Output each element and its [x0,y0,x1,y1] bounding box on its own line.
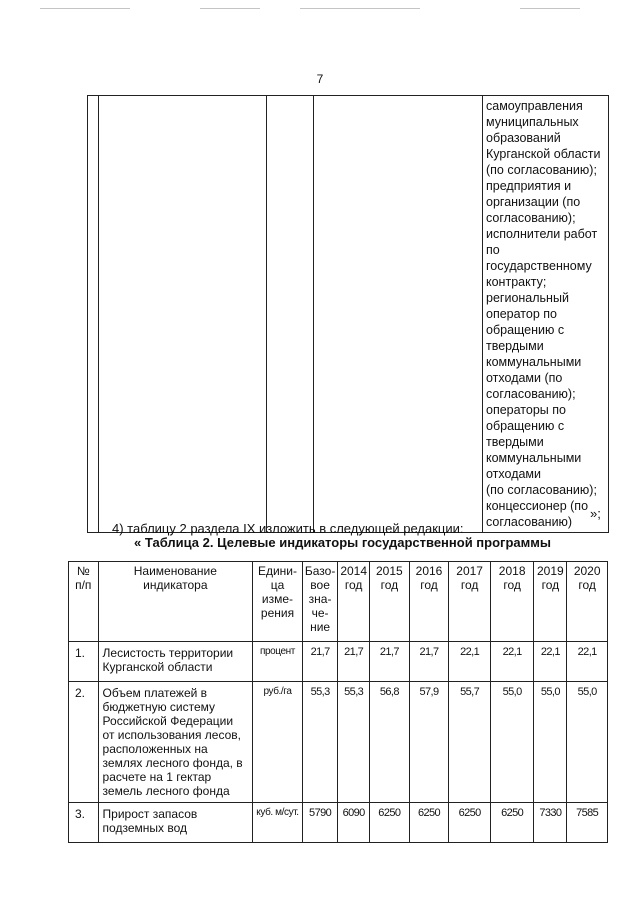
cell-line: государственному [486,259,592,273]
row-value: 6250 [370,803,410,843]
row-base: 55,3 [302,682,337,803]
table-row [69,642,608,682]
cell-line: операторы по [486,403,566,417]
cell-line: Курганской области [486,147,601,161]
row-value: 55,0 [490,682,533,803]
header-year: 2020 год [567,562,608,642]
row-value: 55,3 [338,682,370,803]
header-row [69,562,608,642]
cell-line: обращению с [486,323,565,337]
row-name: Лесистость территории Курганской области [98,642,253,682]
header-year: 2014 год [338,562,370,642]
cell-line: исполнители работ [486,227,598,241]
cell-line: коммунальными [486,451,582,465]
header-unit: Едини-ца изме-рения [253,562,303,642]
cell-line: согласованию); [486,387,576,401]
row-value: 7585 [567,803,608,843]
row-value: 22,1 [449,642,491,682]
header-year: 2019 год [534,562,567,642]
cell-line: концессионер (по [486,499,589,513]
row-value: 21,7 [338,642,370,682]
row-unit: куб. м/сут. [253,803,303,843]
continued-table [87,95,609,533]
table-row [69,682,608,803]
cell-line: муниципальных [486,115,579,129]
row-value: 7330 [534,803,567,843]
row-value: 56,8 [370,682,410,803]
header-year: 2016 год [409,562,449,642]
header-year: 2015 год [370,562,410,642]
cell-line: образований [486,131,561,145]
row-name: Прирост запасов подземных вод [98,803,253,843]
responsible-parties-cell [483,96,609,533]
table-caption: « Таблица 2. Целевые индикаторы государственной программы [134,535,551,550]
row-value: 22,1 [567,642,608,682]
row-value: 6250 [409,803,449,843]
cell-line: предприятия и [486,179,572,193]
row-value: 22,1 [534,642,567,682]
row-value: 22,1 [490,642,533,682]
cell-line: самоуправления [486,99,583,113]
row-num: 1. [69,642,99,682]
cell-line: организации (по [486,195,581,209]
row-unit: процент [253,642,303,682]
row-value: 21,7 [370,642,410,682]
row-value: 55,0 [534,682,567,803]
closing-quote-mark: »; [590,506,601,521]
cell-line: отходами (по [486,371,563,385]
cell-line: отходами [486,467,542,481]
row-unit: руб./га [253,682,303,803]
amendment-intro-text: 4) таблицу 2 раздела IX изложить в следующей редакции: [112,521,464,536]
row-value: 6250 [449,803,491,843]
row-value: 6250 [490,803,533,843]
table-cell [267,96,314,533]
table-cell [88,96,99,533]
table-cell [99,96,267,533]
row-num: 2. [69,682,99,803]
cell-line: согласованию); [486,211,576,225]
cell-line: оператор по [486,307,557,321]
indicators-table [68,561,608,843]
cell-line: согласованию) [486,515,573,529]
cell-line: (по согласованию); [486,483,597,497]
cell-line: региональный [486,291,569,305]
page-number: 7 [316,72,324,86]
table-row [69,803,608,843]
row-num: 3. [69,803,99,843]
row-base: 21,7 [302,642,337,682]
cell-line: твердыми [486,339,544,353]
cell-line: по [486,243,500,257]
header-base: Базо- вое зна- че- ние [302,562,337,642]
row-value: 55,7 [449,682,491,803]
row-value: 55,0 [567,682,608,803]
row-value: 21,7 [409,642,449,682]
cell-line: обращению с [486,419,565,433]
cell-line: контракту; [486,275,547,289]
row-value: 57,9 [409,682,449,803]
row-name: Объем платежей в бюджетную систему Российской Федерации от использования лесов, расположенных на землях лесного фонда, в расчете на 1 гектар земель лесного фонда [98,682,253,803]
header-year: 2018 год [490,562,533,642]
header-year: 2017 год [449,562,491,642]
table-cell [314,96,483,533]
cell-line: твердыми [486,435,544,449]
row-base: 5790 [302,803,337,843]
row-value: 6090 [338,803,370,843]
header-name: Наименование индикатора [98,562,253,642]
cell-line: (по согласованию); [486,163,597,177]
header-num: № п/п [69,562,99,642]
cell-line: коммунальными [486,355,582,369]
